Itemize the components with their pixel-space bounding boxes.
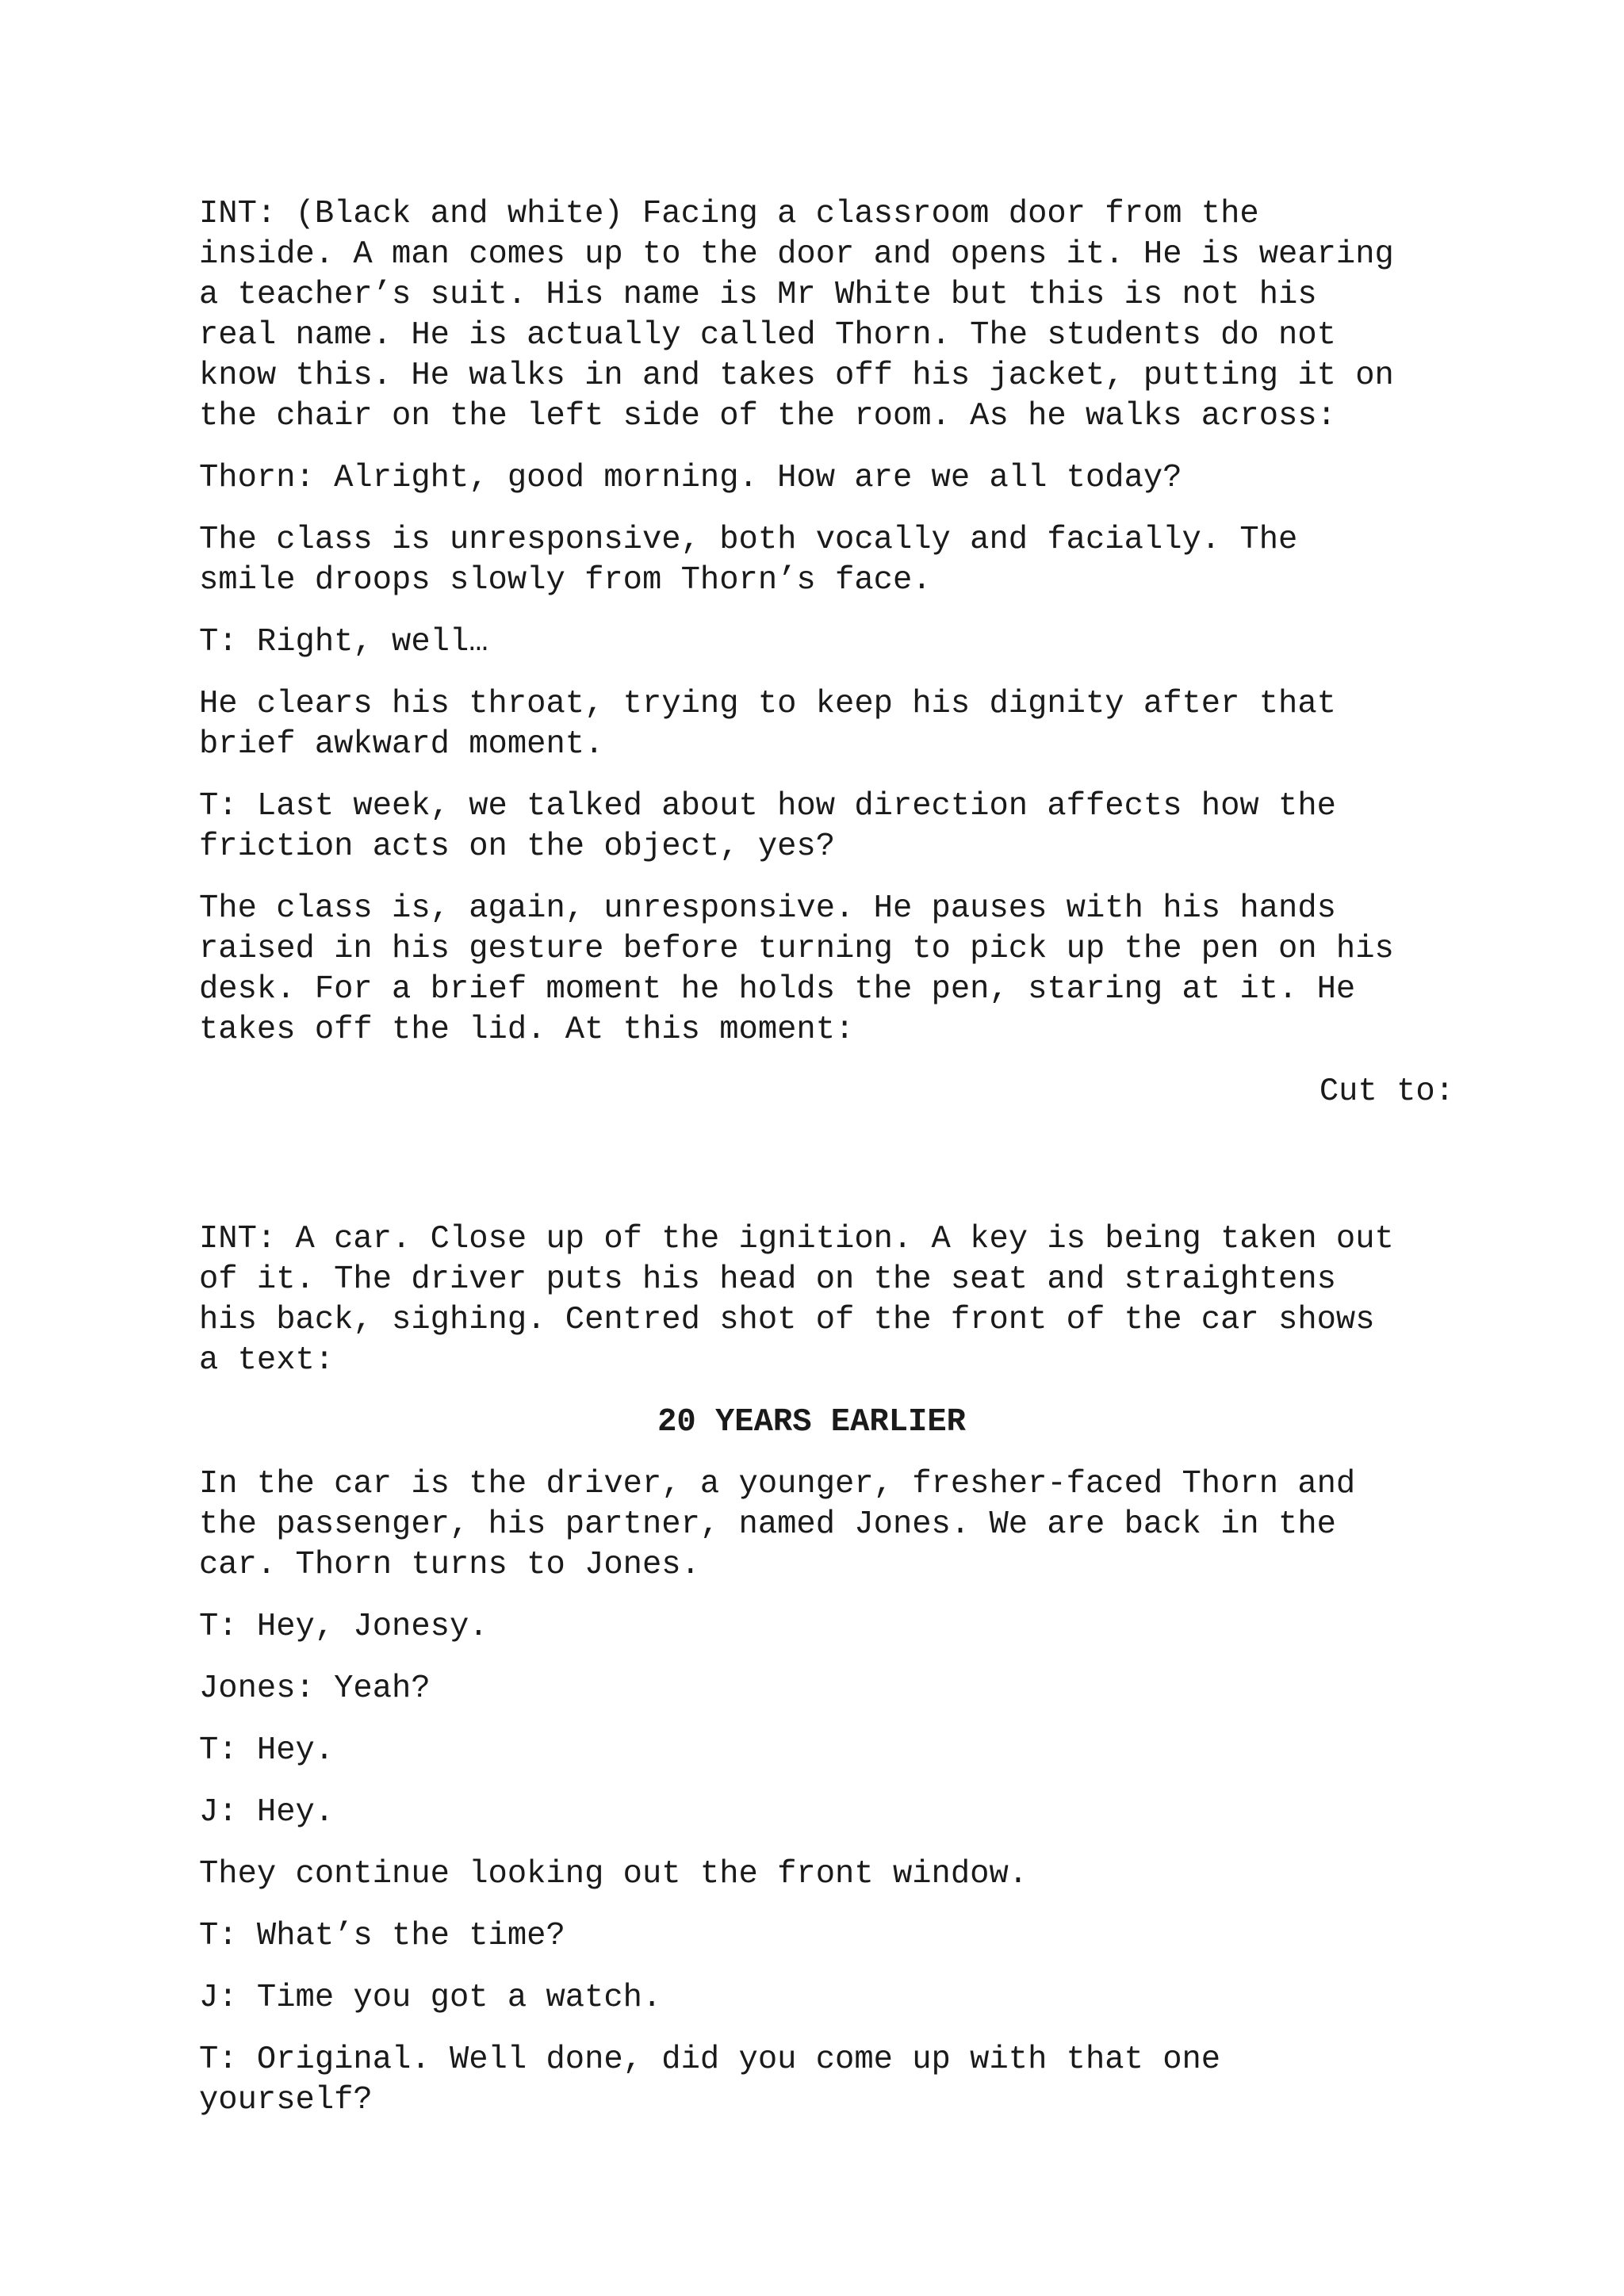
scene-heading-car (199, 1219, 1444, 1381)
text-line: They continue looking out the front window. (199, 1856, 1028, 1892)
text-line: a text: (199, 1342, 335, 1379)
text-line: smile droops slowly from Thorn’s face. (199, 562, 932, 599)
text-line: inside. A man comes up to the door and opens it. He is wearing (199, 236, 1394, 273)
transition-cut-to: Cut to: (1319, 1073, 1454, 1110)
action-paragraph (199, 1854, 1444, 1895)
dialogue-line (199, 786, 1444, 867)
action-paragraph (199, 684, 1444, 765)
text-line: yourself? (199, 2082, 373, 2118)
dialogue-line (199, 458, 1444, 499)
text-line: of it. The driver puts his head on the seat and straightens (199, 1261, 1336, 1298)
text-line: raised in his gesture before turning to pick up the pen on his (199, 931, 1394, 967)
text-line: car. Thorn turns to Jones. (199, 1547, 700, 1583)
text-line: T: Right, well… (199, 624, 488, 660)
text-line: J: Hey. (199, 1794, 335, 1831)
text-line: real name. He is actually called Thorn. The students do not (199, 317, 1336, 354)
title-card: 20 YEARS EARLIER (657, 1404, 966, 1441)
text-line: desk. For a brief moment he holds the pen, staring at it. He (199, 971, 1356, 1008)
text-line: He clears his throat, trying to keep his dignity after that (199, 686, 1336, 722)
text-line: Jones: Yeah? (199, 1670, 431, 1707)
text-line: In the car is the driver, a younger, fresher-faced Thorn and (199, 1466, 1356, 1502)
text-line: the chair on the left side of the room. As he walks across: (199, 398, 1336, 434)
text-line: T: What’s the time? (199, 1918, 565, 1954)
text-line: brief awkward moment. (199, 726, 604, 763)
text-line: J: Time you got a watch. (199, 1980, 662, 2016)
text-line: T: Hey, Jonesy. (199, 1609, 488, 1645)
text-line: T: Hey. (199, 1732, 335, 1769)
scene-break (199, 1134, 1444, 1219)
text-line: a teacher’s suit. His name is Mr White but this is not his (199, 277, 1317, 313)
screenplay-page (199, 194, 1454, 2142)
action-paragraph (199, 889, 1444, 1050)
action-paragraph (199, 1464, 1444, 1586)
text-line: friction acts on the object, yes? (199, 828, 836, 865)
dialogue-line (199, 2040, 1444, 2121)
action-paragraph (199, 520, 1444, 601)
dialogue-line (199, 1607, 1444, 1647)
text-line: takes off the lid. At this moment: (199, 1012, 855, 1048)
text-line: INT: A car. Close up of the ignition. A key is being taken out (199, 1221, 1394, 1257)
text-line: his back, sighing. Centred shot of the front of the car shows (199, 1302, 1375, 1338)
scene-heading-classroom (199, 194, 1444, 437)
text-line: INT: (Black and white) Facing a classroom door from the (199, 196, 1259, 232)
dialogue-line (199, 1731, 1444, 1771)
text-line: The class is, again, unresponsive. He pauses with his hands (199, 890, 1336, 927)
dialogue-line (199, 1669, 1444, 1709)
text-line: the passenger, his partner, named Jones. We are back in the (199, 1506, 1336, 1543)
text-line: T: Original. Well done, did you come up with that one (199, 2042, 1221, 2078)
dialogue-line (199, 1793, 1444, 1833)
text-line: Thorn: Alright, good morning. How are we all today? (199, 460, 1182, 496)
text-line: know this. He walks in and takes off his jacket, putting it on (199, 358, 1394, 394)
dialogue-line (199, 622, 1444, 663)
text-line: T: Last week, we talked about how direction affects how the (199, 788, 1336, 825)
dialogue-line (199, 1916, 1444, 1957)
text-line: The class is unresponsive, both vocally and facially. The (199, 522, 1298, 558)
dialogue-line (199, 1978, 1444, 2019)
